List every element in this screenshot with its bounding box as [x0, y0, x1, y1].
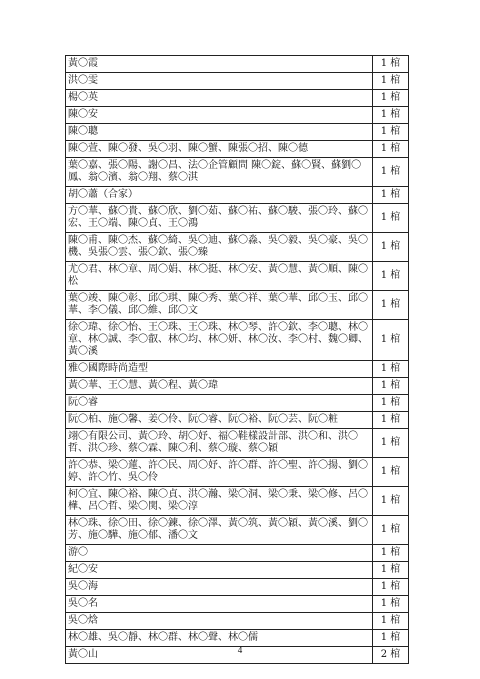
donor-names-cell: 雅〇國際時尚造型 [66, 361, 373, 378]
donor-names-cell: 紀〇安 [66, 562, 373, 579]
coffin-count-cell: 1 棺 [373, 562, 409, 579]
table-row [66, 487, 409, 516]
donor-names-cell: 林〇雄、吳〇靜、林〇群、林〇聲、林〇儒 [66, 630, 373, 647]
table-row [66, 562, 409, 579]
coffin-count-cell: 1 棺 [373, 262, 409, 291]
table-row [66, 90, 409, 107]
coffin-count-cell: 1 棺 [373, 412, 409, 429]
coffin-count-cell: 1 棺 [373, 487, 409, 516]
coffin-count-cell: 1 棺 [373, 320, 409, 361]
coffin-count-cell: 1 棺 [373, 613, 409, 630]
table-row [66, 158, 409, 187]
donor-names-cell: 吳〇名 [66, 596, 373, 613]
donor-names-cell: 陳〇萱、陳〇發、吳〇羽、陳〇蟹、陳張〇招、陳〇德 [66, 141, 373, 158]
donor-names-cell: 徐〇瑋、徐〇怡、王〇珠、王〇珠、林〇琴、許〇欽、李〇聰、林〇章、林〇誠、李〇叡、林〇均、林〇妍、林〇汝、李〇村、魏〇卿、黃〇溪 [66, 320, 373, 361]
table-row [66, 124, 409, 141]
table-row [66, 630, 409, 647]
table-row [66, 262, 409, 291]
table-row [66, 141, 409, 158]
table-row [66, 412, 409, 429]
table-row [66, 204, 409, 233]
donor-names-cell: 阮〇柏、施〇馨、姜〇伶、阮〇睿、阮〇裕、阮〇芸、阮〇粧 [66, 412, 373, 429]
coffin-count-cell: 1 棺 [373, 291, 409, 320]
coffin-count-cell: 1 棺 [373, 233, 409, 262]
page-number: 4 [237, 645, 243, 655]
coffin-count-cell: 1 棺 [373, 90, 409, 107]
coffin-count-cell: 1 棺 [373, 361, 409, 378]
table-row [66, 361, 409, 378]
coffin-count-cell: 1 棺 [373, 158, 409, 187]
donor-table-body [66, 56, 409, 664]
coffin-count-cell: 1 棺 [373, 458, 409, 487]
table-row [66, 516, 409, 545]
donor-names-cell: 洪〇雯 [66, 73, 373, 90]
coffin-count-cell: 1 棺 [373, 107, 409, 124]
coffin-count-cell: 1 棺 [373, 141, 409, 158]
coffin-count-cell: 1 棺 [373, 429, 409, 458]
donor-names-cell: 林〇珠、徐〇田、徐〇鍊、徐〇澤、黃〇筑、黃〇穎、黃〇溪、劉〇芳、施〇驊、施〇郁、潘〇文 [66, 516, 373, 545]
donor-names-cell: 葉〇嘉、張〇陽、謝〇昌、法〇企管顧問 陳〇錠、蘇〇賢、蘇劉〇鳳、翁〇濱、翁〇翔、蔡〇淇 [66, 158, 373, 187]
table-row [66, 579, 409, 596]
table-row [66, 613, 409, 630]
coffin-count-cell: 1 棺 [373, 56, 409, 73]
donor-names-cell: 許〇恭、梁〇蓮、許〇民、周〇妤、許〇群、許〇聖、許〇揚、劉〇婷、許〇竹、吳〇伶 [66, 458, 373, 487]
donor-names-cell: 吳〇海 [66, 579, 373, 596]
donor-names-cell: 翊〇有限公司、黃〇玲、胡〇妤、福〇鞋樣設計部、洪〇和、洪〇哲、洪〇珍、蔡〇霖、陳〇利、蔡〇璇、蔡〇穎 [66, 429, 373, 458]
donor-names-cell: 黃〇華、王〇慧、黃〇程、黃〇瑋 [66, 378, 373, 395]
donor-names-cell: 陳〇甫、陳〇杰、蘇〇綺、吳〇迪、蘇〇淼、吳〇毅、吳〇豪、吳〇機、吳張〇雲、張〇欽、張〇臻 [66, 233, 373, 262]
coffin-count-cell: 1 棺 [373, 73, 409, 90]
coffin-count-cell: 1 棺 [373, 204, 409, 233]
donor-names-cell: 黃〇山 [66, 647, 373, 664]
table-row [66, 378, 409, 395]
coffin-count-cell: 1 棺 [373, 579, 409, 596]
coffin-count-cell: 1 棺 [373, 630, 409, 647]
table-row [66, 291, 409, 320]
table-row [66, 73, 409, 90]
donor-names-cell: 胡〇蕭（合家） [66, 187, 373, 204]
donor-names-cell: 黃〇霞 [66, 56, 373, 73]
table-row [66, 233, 409, 262]
donor-names-cell: 方〇華、蘇〇貴、蘇〇欣、劉〇茹、蘇〇祐、蘇〇駿、張〇玲、蘇〇宏、王〇端、陳〇貞、王〇鴻 [66, 204, 373, 233]
donor-names-cell: 阮〇睿 [66, 395, 373, 412]
donor-names-cell: 陳〇聰 [66, 124, 373, 141]
donor-names-cell: 尤〇君、林〇章、周〇娟、林〇挺、林〇安、黃〇慧、黃〇順、陳〇松 [66, 262, 373, 291]
table-row [66, 545, 409, 562]
donor-names-cell: 楊〇英 [66, 90, 373, 107]
donor-names-cell: 葉〇竣、陳〇彰、邱〇琪、陳〇秀、葉〇祥、葉〇華、邱〇玉、邱〇華、李〇儀、邱〇維、邱〇文 [66, 291, 373, 320]
coffin-count-cell: 1 棺 [373, 124, 409, 141]
donor-names-cell: 游〇 [66, 545, 373, 562]
coffin-count-cell: 1 棺 [373, 378, 409, 395]
coffin-count-cell: 1 棺 [373, 187, 409, 204]
coffin-count-cell: 1 棺 [373, 516, 409, 545]
donor-names-cell: 吳〇焓 [66, 613, 373, 630]
table-row [66, 395, 409, 412]
table-row [66, 107, 409, 124]
coffin-count-cell: 1 棺 [373, 545, 409, 562]
donor-names-cell: 柯〇宜、陳〇裕、陳〇貞、洪〇瀚、梁〇洞、梁〇秉、梁〇修、呂〇樺、呂〇哲、梁〇関、梁〇淳 [66, 487, 373, 516]
donor-names-cell: 陳〇安 [66, 107, 373, 124]
coffin-count-cell: 1 棺 [373, 395, 409, 412]
table-row [66, 458, 409, 487]
donor-table [65, 55, 409, 664]
table-row [66, 596, 409, 613]
table-row [66, 320, 409, 361]
table-row [66, 187, 409, 204]
coffin-count-cell: 2 棺 [373, 647, 409, 664]
table-row [66, 429, 409, 458]
coffin-count-cell: 1 棺 [373, 596, 409, 613]
table-row [66, 56, 409, 73]
